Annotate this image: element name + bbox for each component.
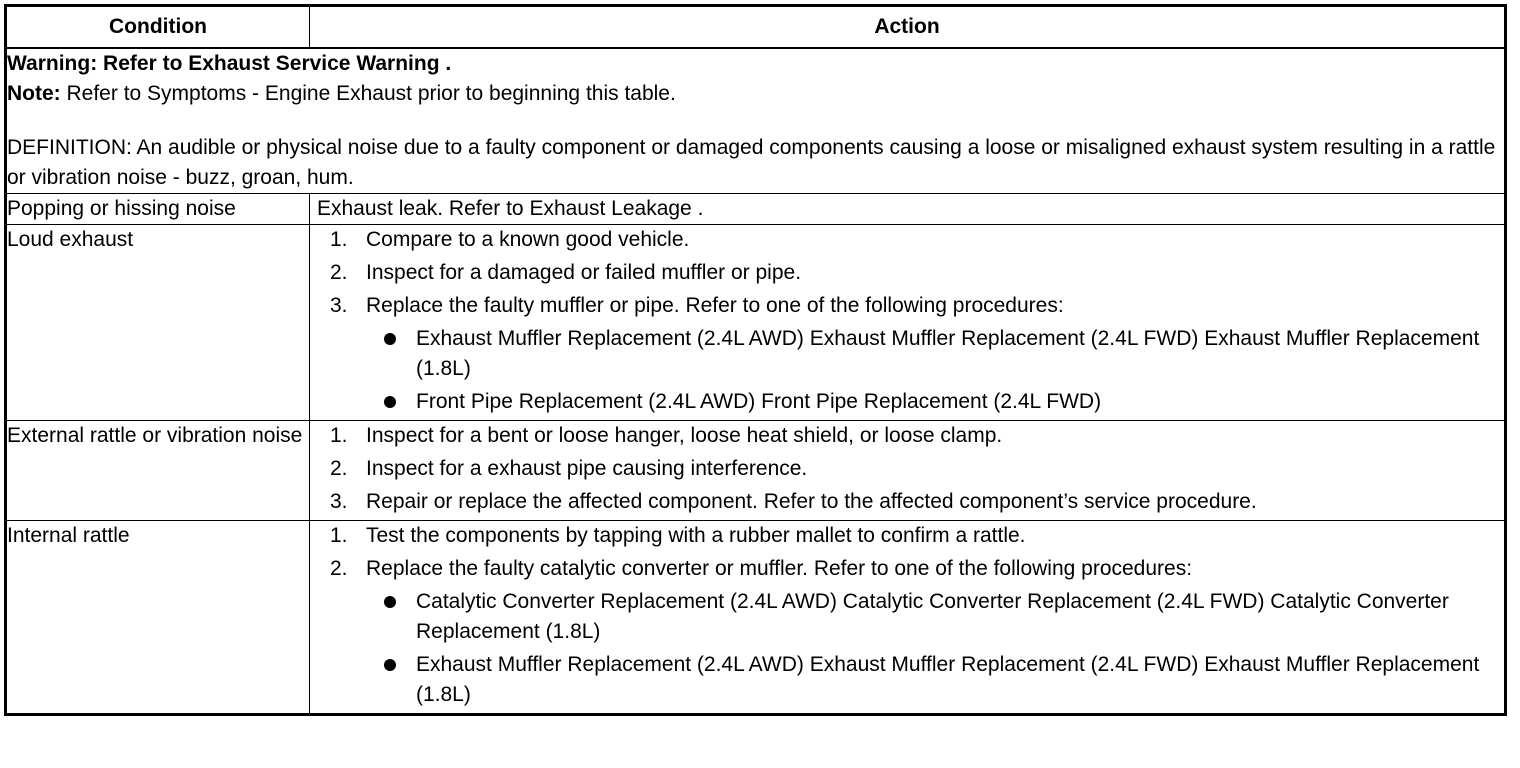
- procedure-item: [380, 650, 1504, 710]
- warning-text: Refer to Exhaust Service Warning .: [97, 52, 452, 75]
- warning-line: [7, 49, 1504, 79]
- table-row: [6, 521, 1506, 715]
- bullet-icon: [384, 396, 396, 408]
- bullet-icon: [384, 333, 396, 345]
- procedure-item: [380, 387, 1504, 417]
- step-item: [330, 291, 1504, 417]
- step-text: Repair or replace the affected component. Refer to the affected component’s service procedure.: [366, 490, 1257, 513]
- action-cell: [310, 225, 1506, 421]
- action-cell: [310, 521, 1506, 715]
- action-cell: Exhaust leak. Refer to Exhaust Leakage .: [310, 194, 1506, 225]
- step-text: Inspect for a damaged or failed muffler or pipe.: [366, 261, 802, 284]
- step-number: 2.: [330, 457, 348, 480]
- symptom-table: [4, 4, 1507, 716]
- procedure-list: [366, 324, 1504, 417]
- note-label: Note:: [7, 82, 61, 105]
- step-number: 3.: [330, 294, 348, 317]
- note-text: Refer to Symptoms - Engine Exhaust prior to beginning this table.: [60, 82, 676, 105]
- step-item: [330, 554, 1504, 710]
- step-number: 1.: [330, 424, 348, 447]
- header-action: Action: [310, 6, 1506, 49]
- step-number: 2.: [330, 261, 348, 284]
- step-item: [330, 454, 1504, 484]
- step-text: Compare to a known good vehicle.: [366, 228, 690, 251]
- procedure-item: [380, 324, 1504, 384]
- procedure-text: Exhaust Muffler Replacement (2.4L AWD) Exhaust Muffler Replacement (2.4L FWD) Exhaust Muffler Replacement (1.8L): [416, 327, 1480, 380]
- intro-row: [6, 48, 1506, 194]
- step-list: [310, 225, 1504, 417]
- header-condition: Condition: [6, 6, 310, 49]
- step-list: [310, 521, 1504, 710]
- procedure-text: Front Pipe Replacement (2.4L AWD) Front Pipe Replacement (2.4L FWD): [416, 390, 1102, 413]
- step-list: [310, 421, 1504, 517]
- procedure-list: [366, 587, 1504, 710]
- step-number: 2.: [330, 557, 348, 580]
- procedure-text: Exhaust Muffler Replacement (2.4L AWD) Exhaust Muffler Replacement (2.4L FWD) Exhaust Muffler Replacement (1.8L): [416, 653, 1480, 706]
- procedure-item: [380, 587, 1504, 647]
- action-cell: [310, 421, 1506, 521]
- step-item: [330, 521, 1504, 551]
- intro-cell: [6, 48, 1506, 194]
- table-header-row: [6, 6, 1506, 49]
- bullet-icon: [384, 596, 396, 608]
- table-row: [6, 225, 1506, 421]
- step-item: [330, 487, 1504, 517]
- step-item: [330, 421, 1504, 451]
- step-text: Inspect for a exhaust pipe causing interference.: [366, 457, 808, 480]
- bullet-icon: [384, 659, 396, 671]
- table-row: [6, 194, 1506, 225]
- step-number: 3.: [330, 490, 348, 513]
- definition-text: DEFINITION: An audible or physical noise due to a faulty component or damaged components causing a loose or misaligned exhaust system resulting in a rattle or vibration noise - buzz, groan, hum.: [7, 136, 1496, 189]
- step-item: [330, 258, 1504, 288]
- step-number: 1.: [330, 524, 348, 547]
- step-item: [330, 225, 1504, 255]
- step-text: Replace the faulty muffler or pipe. Refer to one of the following procedures:: [366, 294, 1064, 317]
- procedure-text: Catalytic Converter Replacement (2.4L AWD) Catalytic Converter Replacement (2.4L FWD) Catalytic Converter Replacement (1.8L): [416, 590, 1449, 643]
- warning-label: Warning:: [7, 52, 98, 75]
- step-text: Inspect for a bent or loose hanger, loose heat shield, or loose clamp.: [366, 424, 1003, 447]
- step-text: Replace the faulty catalytic converter or muffler. Refer to one of the following procedures:: [366, 557, 1193, 580]
- condition-cell: Internal rattle: [6, 521, 310, 715]
- step-text: Test the components by tapping with a rubber mallet to confirm a rattle.: [366, 524, 1026, 547]
- step-number: 1.: [330, 228, 348, 251]
- condition-cell: Loud exhaust: [6, 225, 310, 421]
- condition-cell: Popping or hissing noise: [6, 194, 310, 225]
- condition-cell: External rattle or vibration noise: [6, 421, 310, 521]
- table-row: [6, 421, 1506, 521]
- note-line: [7, 79, 1504, 109]
